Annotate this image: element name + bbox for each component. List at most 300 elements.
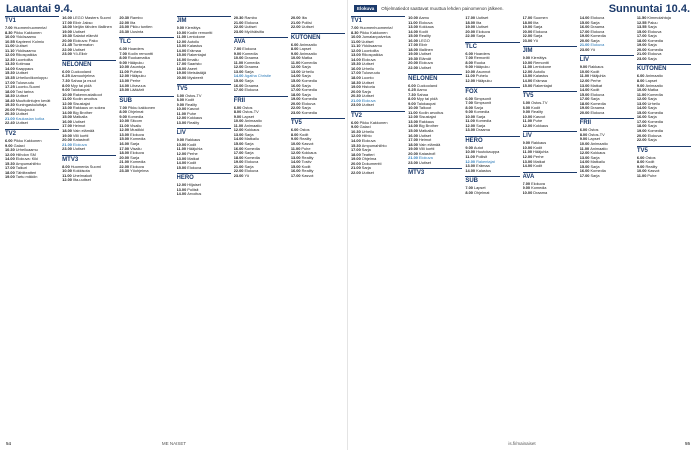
- program-row: [62, 147, 116, 152]
- program-time: 6.25: [408, 88, 416, 93]
- program-title: Simpsonit: [473, 96, 492, 101]
- program-time: 12.00: [408, 115, 418, 120]
- program-time: 23.00: [233, 173, 244, 178]
- program-title: Kalastus: [476, 168, 492, 173]
- program-time: 18.00: [62, 129, 72, 134]
- program-row: [234, 30, 288, 35]
- program-title: Uutiset: [301, 25, 314, 30]
- page-number: 55: [684, 441, 690, 446]
- program-title: Komedia: [647, 129, 663, 134]
- program-title: Sarja: [301, 106, 311, 111]
- program-title: Elokuva: [244, 88, 259, 93]
- program-title: Matkailu: [590, 160, 605, 165]
- program-time: 15.00: [579, 92, 590, 97]
- program-time: 12.00: [233, 65, 244, 70]
- program-time: 20.00: [62, 38, 72, 43]
- program-title: Urheilu: [361, 66, 375, 71]
- program-row: [580, 111, 634, 116]
- program-title: Yö-Elixir: [72, 52, 88, 57]
- program-title: Kalastus: [187, 44, 203, 49]
- program-title: Reality: [187, 120, 200, 125]
- program-time: 13.00: [233, 132, 244, 137]
- program-row: [119, 88, 173, 93]
- program-time: 21.00: [351, 98, 361, 103]
- program-title: Komedia: [590, 169, 606, 174]
- program-title: Perhe: [533, 155, 544, 160]
- program-time: 23.00: [62, 147, 72, 152]
- program-title: Matkailu: [244, 137, 259, 142]
- program-time: 18.00: [636, 124, 647, 129]
- program-time: 11.00: [579, 146, 590, 151]
- program-title: Sarja: [130, 155, 140, 160]
- program-title: Hääpuku: [130, 74, 146, 79]
- program-time: 10.55: [5, 39, 15, 44]
- program-title: Sarja: [533, 34, 543, 39]
- program-title: Katastrofi: [72, 138, 90, 143]
- program-title: Pikku tuntien: [130, 25, 153, 30]
- program-time: 8.00: [290, 132, 299, 137]
- program-title: Sisustajat: [418, 115, 436, 120]
- listing-column: [580, 16, 634, 438]
- program-time: 17.00: [636, 34, 647, 39]
- program-time: 7.00: [522, 181, 531, 186]
- program-title: Animaatio: [299, 42, 317, 47]
- program-time: 21.00: [62, 142, 72, 147]
- program-time: 14.00: [465, 168, 476, 173]
- program-title: Sarja: [476, 34, 486, 39]
- program-time: 18.00: [465, 20, 476, 25]
- program-title: Sarja: [647, 106, 657, 111]
- program-title: Uutiset: [418, 66, 432, 71]
- program-time: 20.00: [351, 89, 361, 94]
- program-title: Elokuva: [242, 47, 257, 52]
- program-time: 11.00: [408, 110, 418, 115]
- program-time: 11.00: [522, 65, 533, 70]
- program-title: Ilta: [301, 16, 307, 20]
- program-time: 9.00: [465, 65, 473, 70]
- program-time: 20.30: [351, 94, 361, 99]
- program-title: Kierrätys: [531, 56, 547, 61]
- program-time: 23.00: [579, 47, 590, 52]
- program-time: 22.00: [636, 138, 647, 143]
- program-time: 18.00: [351, 76, 361, 81]
- program-title: Rakentajat: [476, 159, 495, 164]
- program-time: 13.00: [465, 128, 476, 133]
- program-title: Uutiset: [15, 44, 28, 49]
- program-time: 13.00: [119, 132, 130, 137]
- program-title: Komedia: [647, 110, 663, 115]
- program-title: Elokuva: [590, 16, 605, 20]
- program-time: 22.00: [62, 47, 72, 52]
- program-time: 12.00: [522, 155, 533, 160]
- program-time: 14.00: [62, 110, 72, 115]
- program-time: 14.00: [233, 74, 244, 79]
- program-title: Hiljaiset: [187, 183, 201, 188]
- program-time: 22.00: [119, 164, 130, 169]
- program-title: Kodit: [533, 145, 543, 150]
- program-row: [351, 103, 405, 108]
- program-time: 17.00: [5, 80, 15, 85]
- program-row: [523, 39, 577, 44]
- program-title: Elokuva: [647, 29, 662, 34]
- program-time: 18.00: [636, 38, 647, 43]
- program-time: 13.00: [176, 120, 187, 125]
- listing-column: [351, 16, 405, 438]
- program-title: Sarja: [301, 92, 311, 97]
- program-title: Poliisi: [301, 20, 312, 25]
- program-title: Erämaa: [533, 79, 547, 84]
- program-title: Pikku kakkonen: [127, 105, 156, 110]
- program-time: 21.00: [119, 160, 130, 165]
- program-time: 8.30: [351, 30, 359, 35]
- program-title: Visailu: [130, 146, 142, 151]
- program-time: 7.00: [233, 47, 242, 52]
- program-time: 15.00: [636, 29, 647, 34]
- program-time: 19.00: [62, 133, 72, 138]
- program-time: 6.00: [465, 96, 473, 101]
- program-title: Sarja: [533, 25, 543, 30]
- program-title: Talokaupat: [416, 101, 436, 106]
- program-row: [62, 178, 116, 183]
- program-title: Aamu: [418, 16, 430, 20]
- program-title: Tosi tarina: [15, 89, 34, 94]
- program-title: Reality: [301, 169, 314, 174]
- program-title: Kasvot: [301, 142, 314, 147]
- program-title: Sarja: [590, 38, 600, 43]
- program-title: Perhe: [130, 79, 141, 84]
- program-title: Kodit: [418, 29, 428, 34]
- program-time: 11.00: [62, 97, 72, 102]
- channel-heading: KUTONEN: [637, 64, 691, 73]
- channel-heading: SUB: [119, 96, 173, 105]
- program-title: Poliisit: [475, 155, 488, 160]
- program-title: Erämaa: [187, 48, 201, 53]
- program-title: Sarja: [361, 148, 371, 153]
- program-time: 9.00: [465, 110, 473, 115]
- program-row: [637, 57, 691, 62]
- magazine-name: ME NAISET: [161, 441, 187, 446]
- program-title: Animaatio: [645, 74, 663, 79]
- program-title: Puhe: [533, 119, 543, 124]
- program-title: Uutiset: [361, 170, 374, 175]
- channel-heading: MTV3: [408, 168, 462, 177]
- program-title: Huomenta Suomi: [70, 164, 101, 169]
- program-time: 12.00: [176, 152, 187, 157]
- program-title: Yö: [244, 173, 250, 178]
- program-row: [523, 191, 577, 196]
- program-time: 21.00: [408, 156, 418, 161]
- program-title: Sarja: [590, 173, 600, 178]
- program-time: 13.00: [579, 155, 590, 160]
- program-title: Kodit: [531, 105, 540, 110]
- program-title: Sarja: [647, 138, 657, 143]
- program-time: 20.00: [119, 155, 130, 160]
- program-time: 11.00: [290, 60, 301, 65]
- program-title: Pikku Kakkonen: [13, 30, 42, 35]
- program-title: Rakkaus on sokea: [72, 106, 105, 111]
- program-row: [523, 124, 577, 129]
- program-time: 8.00: [62, 164, 70, 169]
- channel-heading: AVA: [523, 172, 577, 181]
- program-title: Visailu: [129, 123, 142, 128]
- program-title: Sarja: [590, 20, 600, 25]
- program-title: Elokuva: [130, 132, 144, 137]
- program-title: Ykkösaamu: [15, 35, 37, 40]
- program-time: 13.00: [290, 155, 301, 160]
- program-time: 21.00: [290, 20, 301, 25]
- program-title: Komedia: [647, 92, 663, 97]
- program-time: 10.00: [119, 119, 130, 124]
- program-time: 16.00: [62, 16, 72, 20]
- program-time: 16.00: [233, 146, 244, 151]
- program-time: 18.00: [119, 151, 130, 156]
- program-time: 20.00: [290, 16, 301, 20]
- program-title: Draama: [476, 128, 490, 133]
- program-time: 10.00: [176, 30, 187, 35]
- program-title: Ykkösaamu: [15, 48, 36, 53]
- program-title: Sarja: [244, 132, 254, 137]
- program-time: 10.00: [579, 142, 590, 147]
- program-time: 13.00: [176, 156, 187, 161]
- program-title: Sarja: [476, 114, 486, 119]
- program-time: 12.00: [62, 178, 72, 183]
- program-title: Elokuva: [187, 165, 202, 170]
- program-time: 6.00: [408, 83, 416, 88]
- program-time: 11.00: [5, 44, 15, 49]
- program-time: 20.00: [176, 76, 187, 81]
- program-time: 6.00: [579, 128, 588, 133]
- program-title: Elokuva: [301, 101, 316, 106]
- program-time: 9.00: [522, 110, 531, 115]
- program-title: Sarja: [130, 142, 140, 147]
- program-time: 18.40: [5, 98, 15, 103]
- program-title: Sarja: [647, 124, 657, 129]
- program-time: 19.00: [351, 157, 361, 162]
- page-number: 54: [6, 441, 12, 446]
- program-title: Kotimaa: [15, 62, 31, 67]
- program-time: 11.00: [351, 39, 361, 44]
- program-title: Arvoitus: [187, 192, 202, 197]
- program-time: 14.00: [176, 48, 187, 53]
- program-title: Kapteeni Kolmio: [15, 39, 45, 44]
- program-title: Autot: [473, 145, 484, 150]
- program-time: 18.00: [233, 155, 244, 160]
- program-time: 12.00: [465, 79, 476, 84]
- program-row: [465, 128, 519, 133]
- program-time: 9.00: [351, 125, 359, 130]
- program-time: 11.00: [465, 119, 475, 124]
- program-time: 11.00: [119, 69, 129, 74]
- program-time: 11.00: [176, 111, 187, 116]
- listing-column: [291, 16, 345, 438]
- program-title: Ilta-uutiset: [72, 178, 91, 183]
- program-time: 14.00: [176, 192, 187, 197]
- program-time: 21.00: [579, 43, 590, 48]
- program-time: 10.00: [62, 169, 72, 174]
- program-title: Urheiluaamu: [15, 148, 38, 153]
- program-time: 15.00: [290, 79, 301, 84]
- program-title: Elämät: [418, 56, 432, 61]
- program-time: 20.00: [5, 107, 15, 112]
- program-time: 10.30: [351, 129, 361, 134]
- program-time: 12.00: [636, 97, 647, 102]
- program-time: 11.00: [522, 119, 533, 124]
- program-time: 14.00: [636, 106, 647, 111]
- program-time: 19.30: [5, 103, 15, 108]
- program-time: 20.30: [5, 112, 15, 117]
- program-title: Elokuva: [590, 43, 605, 48]
- program-title: Kodit: [645, 160, 655, 165]
- program-title: Komedia: [130, 160, 146, 165]
- program-row: [177, 76, 231, 81]
- program-title: Suomen: [533, 16, 548, 20]
- program-time: 18.00: [62, 25, 72, 30]
- program-title: Komedia: [127, 114, 144, 119]
- program-time: 9.00: [5, 143, 13, 148]
- program-time: 22.00: [522, 34, 533, 39]
- program-time: 11.00: [522, 150, 533, 155]
- program-time: 11.00: [176, 35, 187, 40]
- program-title: Draama: [590, 106, 605, 111]
- program-title: Elokuva: [244, 160, 259, 165]
- program-title: Hiihdon SM: [15, 152, 36, 157]
- program-title: Reality: [531, 110, 543, 115]
- program-title: Tartu mikkiin: [15, 175, 38, 180]
- program-title: Komedia: [647, 47, 663, 52]
- program-time: 10.00: [5, 35, 15, 40]
- program-title: Ilmailu: [187, 57, 199, 62]
- program-title: Sarja: [361, 166, 371, 171]
- program-time: 13.00: [408, 25, 418, 30]
- program-time: 9.00: [119, 114, 127, 119]
- program-title: Ohjelmat: [473, 190, 490, 195]
- program-title: Perhe: [590, 79, 601, 84]
- program-title: Sarja: [647, 25, 657, 30]
- program-time: 13.30: [5, 62, 15, 67]
- program-title: Uutiset: [476, 16, 489, 20]
- program-row: [465, 191, 519, 196]
- program-time: 7.00: [351, 26, 359, 30]
- program-title: Elokuva: [590, 110, 605, 115]
- program-title: Lentokone: [533, 65, 552, 70]
- program-time: 17.00: [62, 124, 72, 129]
- program-title: Dokumentti: [361, 161, 382, 166]
- program-title: Uutiset: [15, 112, 28, 117]
- program-time: 12.00: [290, 65, 301, 70]
- program-title: Ruoka: [473, 60, 486, 65]
- program-title: Uutiset: [72, 29, 86, 34]
- program-title: Reality: [301, 155, 314, 160]
- program-time: 9.00: [233, 114, 242, 119]
- program-title: Muuttolintujen kevät: [15, 98, 51, 103]
- listing-column: [408, 16, 462, 438]
- program-time: 8.00: [465, 60, 473, 65]
- program-time: 14.00: [408, 124, 418, 129]
- program-title: Myöhäisilta: [244, 29, 264, 34]
- program-time: 14.00: [351, 139, 361, 144]
- program-time: 22.00: [465, 34, 476, 39]
- program-title: Ykkösaamu: [361, 44, 382, 49]
- program-time: 22.00: [233, 25, 244, 30]
- program-time: 12.00: [290, 151, 301, 156]
- program-title: Sarja: [647, 34, 657, 39]
- channel-heading: TV2: [5, 129, 59, 138]
- program-title: Elokuva: [418, 20, 433, 25]
- program-time: 8.00: [408, 97, 416, 102]
- channel-heading: LIV: [177, 128, 231, 137]
- program-time: 9.00: [176, 26, 185, 30]
- listings-grid-saturday: [5, 16, 345, 438]
- program-title: Sahaa ja muut: [70, 79, 96, 84]
- program-time: 8.30: [5, 30, 13, 35]
- program-time: 15.00: [176, 165, 187, 170]
- program-time: 21.00: [5, 116, 15, 121]
- program-title: Draama: [244, 65, 259, 70]
- program-title: Puhelu: [475, 74, 488, 79]
- program-time: 20.00: [290, 101, 301, 106]
- program-title: Draama: [533, 190, 548, 195]
- program-time: 17.00: [290, 88, 301, 93]
- program-time: 6.00: [176, 93, 185, 98]
- program-time: 11.00: [579, 74, 590, 79]
- program-title: Kokkaus: [301, 151, 317, 156]
- program-title: Komedia: [590, 101, 606, 106]
- program-time: 12.55: [636, 20, 647, 25]
- program-title: Vain elämää: [72, 129, 95, 134]
- program-title: Animaatio: [299, 51, 317, 56]
- program-title: Tositv: [301, 160, 312, 165]
- program-time: 13.00: [176, 44, 187, 49]
- program-title: Draama: [590, 25, 605, 30]
- program-time: 12.00: [176, 116, 187, 121]
- program-title: Rikospaikka: [361, 53, 383, 58]
- program-title: Kodit: [185, 98, 194, 103]
- program-time: 9.00: [233, 51, 242, 56]
- program-title: Komedia: [647, 119, 663, 124]
- program-title: Puhelu: [129, 69, 142, 74]
- listing-column: [5, 16, 59, 438]
- program-time: 14.00: [5, 157, 15, 162]
- program-row: [177, 166, 231, 171]
- program-time: 6.00: [290, 42, 299, 47]
- program-time: 11.00: [636, 92, 647, 97]
- program-time: 12.00: [351, 48, 361, 53]
- program-time: 21.00: [636, 52, 647, 57]
- program-time: 13.00: [62, 106, 72, 111]
- program-title: Uutiset: [476, 25, 489, 30]
- program-time: 22.00: [408, 66, 418, 71]
- program-time: 17.00: [465, 16, 476, 20]
- program-title: Autoilu: [533, 69, 546, 74]
- program-title: Kasvot: [301, 173, 314, 178]
- program-title: Uutiset: [418, 52, 432, 57]
- program-title: Kodit: [299, 132, 309, 137]
- program-time: 8.00: [522, 105, 531, 110]
- program-title: Huomenhuomenta!: [13, 26, 47, 30]
- program-row: [62, 52, 116, 57]
- program-time: 9.00: [522, 56, 531, 61]
- program-time: 15.00: [62, 115, 72, 120]
- program-title: Urheilu: [301, 69, 314, 74]
- program-time: 21.00: [233, 164, 244, 169]
- program-title: Komedia: [301, 97, 317, 102]
- program-time: 10.00: [290, 56, 301, 61]
- program-title: Komedia: [301, 60, 317, 65]
- program-time: 11.10: [5, 48, 15, 53]
- program-title: Ohjelmat: [127, 110, 144, 115]
- program-time: 11.00: [290, 146, 301, 151]
- program-title: Sarja: [244, 69, 254, 74]
